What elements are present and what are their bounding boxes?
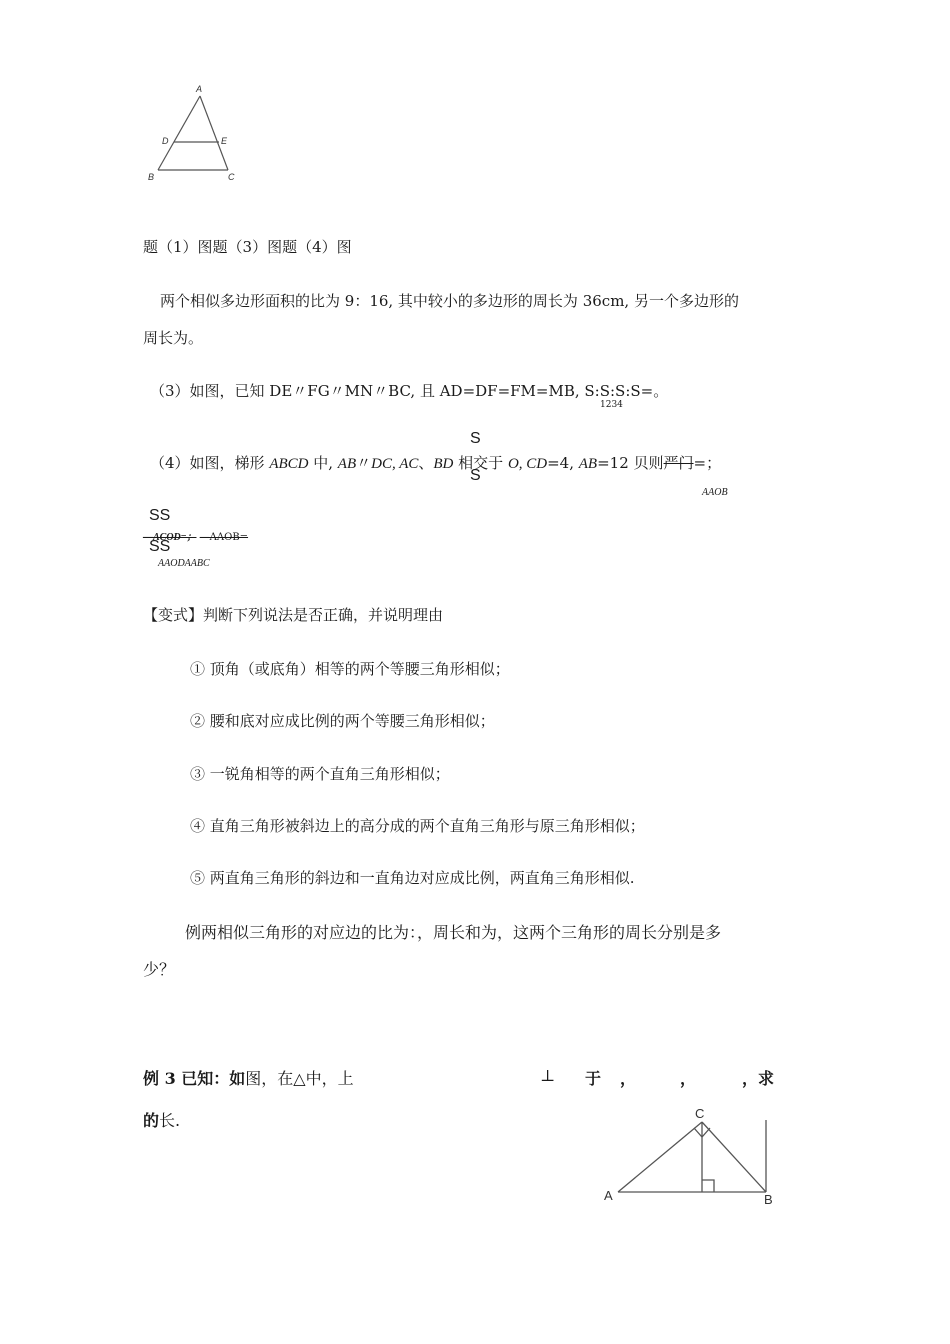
variant-title: 【变式】判断下列说法是否正确，并说明理由 [143,606,444,624]
triangle-figure-1 [140,80,250,190]
example-3-line-2 [143,1108,180,1131]
vertex-label-d: D [162,136,169,146]
vertex-label-e: E [221,136,228,146]
variant-item-3: ③ 一锐角相等的两个直角三角形相似； [190,765,450,783]
ss-bottom: SS [149,538,171,555]
q4-ab: AB [337,456,357,472]
example-3-line-1 [143,1066,354,1089]
vertex-label-a2: A [604,1188,613,1203]
example-3-yu: 于 [585,1069,602,1088]
q4-o-cd: O, CD [507,456,548,472]
example-3-comma-1: ， [620,1069,637,1088]
example-3-perp: ⊥ [540,1066,556,1085]
q4-part4: 、 [418,454,434,472]
q4-part7: =12 贝则 [597,454,664,472]
ss-top: SS [149,507,171,524]
vertex-label-c: C [228,172,235,182]
figure-caption: 题（1）图题（3）图题（4）图 [143,238,352,256]
q4-part8: =； [693,454,722,472]
example-3-mid: 图，在△中，上 [245,1069,354,1088]
vertex-label-a: A [196,84,203,94]
q4-part1: （4）如图，梯形 [150,454,270,472]
question-3: （3）如图，已知 DE〃FG〃MN〃BC, 且 AD=DF=FM=MB, S:S:S:S=。 [150,382,669,400]
q4-fraction-top: S [470,430,481,447]
vertex-label-b2: B [764,1192,773,1204]
question-2-line-1: 两个相似多边形面积的比为 9：16, 其中较小的多边形的周长为 36cm, 另一个多边形的 [160,292,739,310]
example-3-comma-2: ， [680,1069,697,1088]
example-2-line-1: 例两相似三角形的对应边的比为：，周长和为，这两个三角形的周长分别是多 [185,923,722,942]
example-3-prefix: 例 3 已知：如 [143,1069,246,1088]
example-3-line-2-bold: 的 [143,1111,160,1130]
variant-item-1: ① 顶角（或底角）相等的两个等腰三角形相似； [190,660,510,678]
variant-item-5: ⑤ 两直角三角形的斜边和一直角边对应成比例，两直角三角形相似. [190,869,635,887]
example-3-line-2-rest: 长. [159,1111,181,1130]
q4-part5: 相交于 [453,454,508,472]
q4-part2: 中, [308,454,338,472]
q4-dc-ac: DC, AC [371,456,419,472]
q4-struck: 严门 [663,454,694,472]
vertex-label-c2: C [695,1106,705,1121]
q4-part6: =4, [547,454,579,472]
q4-fraction-bottom: S [470,467,481,484]
variant-item-2: ② 腰和底对应成比例的两个等腰三角形相似； [190,712,495,730]
q4-bd: BD [433,456,454,472]
question-4 [150,452,721,473]
example-2-line-2: 少？ [143,960,176,979]
ss-left: —ACOD=； [143,532,197,543]
ss-subscript: AAODAABC [158,558,210,569]
vertex-label-b: B [148,172,155,182]
question-3-subscripts: 1234 [600,400,623,410]
q4-aaob-subscript: AAOB [702,487,728,498]
q4-ab2: AB [578,456,598,472]
q4-part3: 〃 [356,454,372,472]
variant-item-4: ④ 直角三角形被斜边上的高分成的两个直角三角形与原三角形相似； [190,817,645,835]
right-triangle-figure [598,1100,788,1204]
question-2-line-2: 周长为。 [143,329,204,347]
example-3-comma-3: ，求 [742,1069,775,1088]
q4-abcd: ABCD [269,456,309,472]
ss-right: —AAOB= [199,532,249,543]
